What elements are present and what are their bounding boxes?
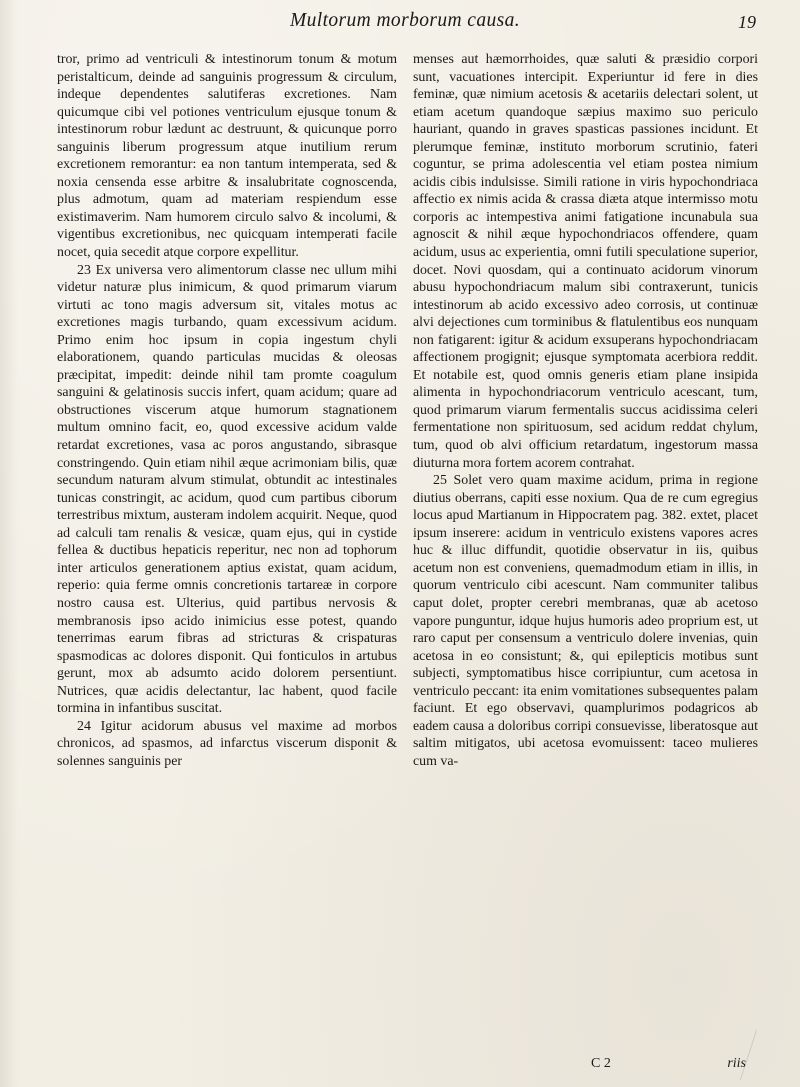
paragraph-text: tror, primo ad ventriculi & intestinorum tonum & motum peristalticum, deinde ad sanguinis progressum & circulum, indeque dependentes salutiferas excretiones. Nam quicumque cibi vel potiones ventriculum ejusque tonum & intestinorum robur lædunt ac destruunt, & quicunque porro sanguinis liberum progressum atque inutilium rerum excretionem remorantur: ea non tantum intemperata, sed & noxia censenda esse arbitre & insalubritate cognoscenda, plus admotum, quam ad materiam respiendum esse existimaverim. Nam humorem circulo salvo & incolumi, & vigentibus excretionibus, nec quicquam intemperati facile nocet, quia secedit atque corpore expellitur.	[57, 52, 397, 261]
page-number: 19	[738, 12, 756, 32]
page-footer	[413, 1056, 758, 1076]
paragraph-number: 23	[77, 262, 91, 278]
running-title: Multorum morborum causa.	[289, 10, 521, 31]
paragraph-continued	[57, 51, 397, 262]
left-column	[57, 51, 397, 770]
paragraph-24	[57, 718, 397, 771]
running-head	[0, 6, 800, 46]
gutter-shadow	[0, 0, 18, 1087]
paper-fold-mark	[740, 1030, 797, 1080]
paragraph-text: Solet vero quam maxime acidum, prima in regione diutius oberrans, capiti esse noxium. Qua de re cum egregius locus apud Martianum in Hippocratem pag. 382. extet, placet ipsum inserere: acidum in ventriculo existens vapores acres huc & illuc diffundit, quotidie observatur in iis, quibus acetum non est conveniens, quemadmodum etiam in illis, in quorum ventriculo cibi acescunt. Nam communiter talibus caput dolet, propter cerebri membranas, quæ ab acetoso vapore punguntur, idque hujus humoris adeo proprium est, ut raro caput per consensum a ventriculo dolere invenias, quin acetosa in eo consistunt; &, qui epilepticis motibus sunt subjecti, symptomatibus hisce corripiuntur, cum acetosa in ventriculo peccant: ita enim vomitationes subsequentes palam faciunt. Et ego observavi, quamplurimos podagricos ab eadem causa a doloribus corripi consuevisse, liberatosque aut saltim mitigatos, ubi acetosa evomuissent: taceo mulieres cum va-	[413, 473, 758, 769]
paragraph-23	[57, 262, 397, 718]
paragraph-number: 24	[77, 718, 91, 734]
paragraph-text: Igitur acidorum abusus vel maxime ad morbos chronicos, ad spasmos, ad infarctus viscerum disponit & solennes sanguinis per	[57, 718, 397, 769]
paragraph-number: 25	[433, 473, 447, 489]
signature-mark: C 2	[591, 1056, 611, 1071]
paragraph-25	[413, 472, 758, 770]
paragraph-text: menses aut hæmorrhoides, quæ saluti & præsidio corpori sunt, vacuationes intercipit. Experiuntur id fere in dies feminæ, quæ nimium acetosis & acetariis delectari solent, ut etiam acetum quandoque sæpius maximo suo periculo hauriant, quando in graves spasticas passiones incidunt. Et plerumque feminæ, instituto morborum scrutinio, fateri coguntur, se prima adolescentia vel etiam postea nimium acidis cibis indulsisse. Simili ratione in viris hypochondriaca affectio ex nimis acida & crassa diæta atque intermisso motu corporis ac intempestiva animi fatigatione incunabula sua agnoscit & nihil æque hypochondriacos offendere, quam acidum, usus ac experientia, omni futili speculatione superior, docet. Novi quosdam, qui a continuato acidorum vinorum abusu hypochondriacum malum sibi contraxerunt, tunicis intestinorum ab acido excessivo adeo corrosis, ut continuæ alvi dejectiones cum torminibus & flatulentibus eos nunquam non fatigarent: igitur & acidum exsuperans hypochondriacam affectionem progignit; ejusque symptomata acerbiora reddit. Et notabile est, quod omnis generis etiam plane insipida alimenta in hypochondriacorum ventriculo acescant, tum, quod primarum viarum fermentalis succus acidissima celeri fermentatione non spirituosum, sed acidum reddat chylum, tum, quod ob alvi officium retardatum, ingestorum massa diuturna mora fortem acorem contrahat.	[413, 52, 758, 471]
paragraph-continued	[413, 51, 758, 472]
right-column	[413, 51, 758, 770]
catchword: riis	[727, 1056, 746, 1071]
paragraph-text: Ex universa vero alimentorum classe nec ullum mihi videtur naturæ plus inimicum, & quod primarum viarum virtuti ac tono magis adversum sit, vitales motus ac excretiones magis turbando, quam excessivum acidum. Primo enim hoc ipsum in copia ingestum chyli elaborationem, quando particulas mucidas & oleosas præcipitat, impedit: deinde nihil tam promte coagulum sanguini & gelatinosis succis infert, quam acidum; quare ad obstructiones viscerum atque humorum stagnationem multum omnino facit, eo, quod excessive acidum valde retardat excretiones, vasa ac poros angustando, sibrasque constringendo. Quin etiam nihil æque acrimoniam bilis, quæ secundum naturam alvum stimulat, obtundit ac intestinales tunicas constringit, ac acidum, quod cum partibus ciborum terrestribus mixtum, austeram indolem acquirit. Neque, quod ad calculi tam renalis & vesicæ, quam ejus, qui in cystide fellea & ductibus hepaticis reperitur, nec non ad tophorum inter articulos generationem aptius existat, quam acidum, reperio: quia ferme omnis concretionis tartareæ in corpore nostro causa est. Ulterius, quid partibus nervosis & membranosis ipso acido inimicius esse potest, quando tenerrimas earum fibras ad stricturas & crispaturas spasmodicas ac dolores disponit. Qui fonticulos in artubus gerunt, mox ab adsumto acido dolorem persentiunt. Nutrices, quæ acidis delectantur, lac habent, quod facile tormina in infantibus suscitat.	[57, 262, 397, 717]
